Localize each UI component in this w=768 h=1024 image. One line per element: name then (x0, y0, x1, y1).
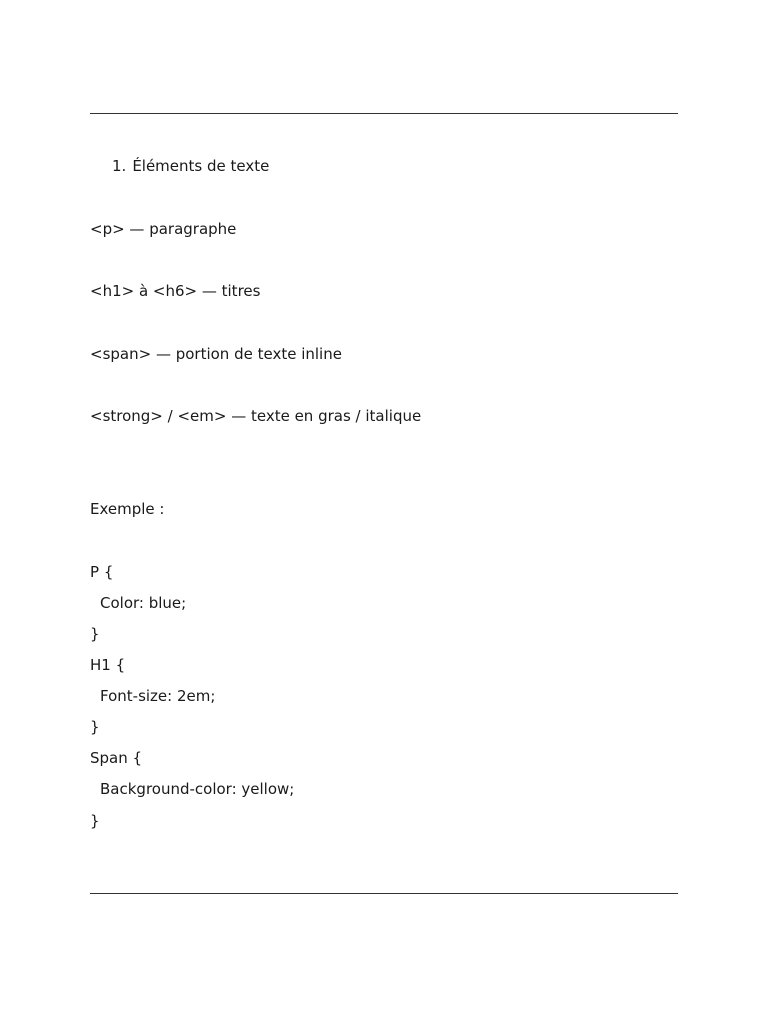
code-line: } (90, 625, 100, 643)
code-line: Span { (90, 749, 143, 767)
list-item: <p> — paragraphe (90, 220, 237, 238)
list-item: <span> — portion de texte inline (90, 345, 342, 363)
code-line: P { (90, 563, 114, 581)
code-line: H1 { (90, 656, 126, 674)
code-line: Background-color: yellow; (100, 780, 295, 798)
bottom-divider (90, 893, 678, 894)
code-line: } (90, 812, 100, 830)
list-item: <strong> / <em> — texte en gras / italique (90, 407, 422, 425)
code-line: Color: blue; (100, 594, 187, 612)
code-line: } (90, 718, 100, 736)
list-item: <h1> à <h6> — titres (90, 282, 261, 300)
section-title: Éléments de texte (132, 157, 270, 175)
code-line: Font-size: 2em; (100, 687, 216, 705)
section-number: 1. (112, 157, 127, 175)
example-label: Exemple : (90, 500, 165, 518)
top-divider (90, 113, 678, 114)
section-heading (112, 157, 269, 175)
